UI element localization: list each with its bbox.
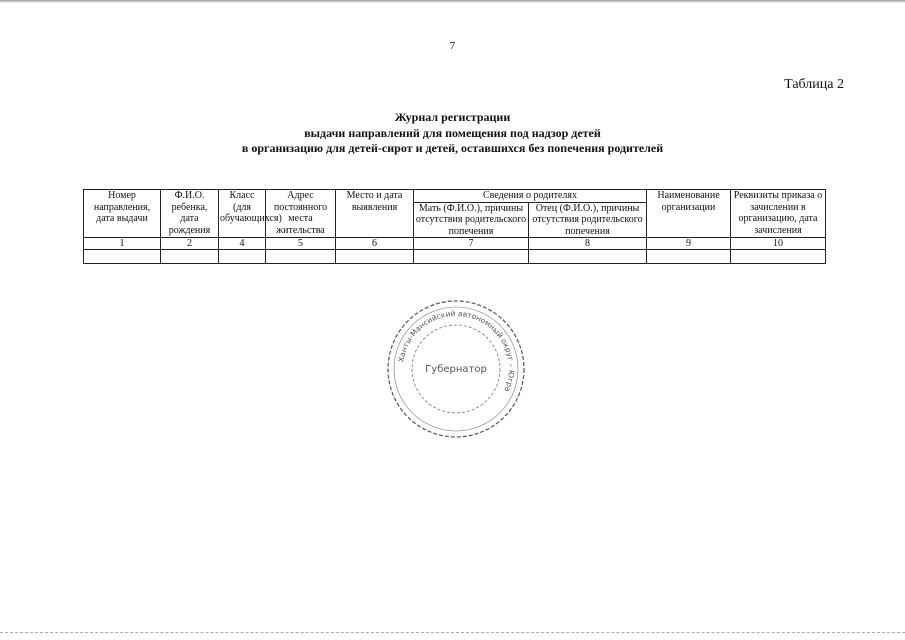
table-cell xyxy=(161,250,219,264)
column-number: 6 xyxy=(336,238,414,250)
column-number: 5 xyxy=(266,238,336,250)
scan-edge-bottom xyxy=(0,632,905,635)
header-row-1 xyxy=(84,190,826,203)
header-address: Адрес постоянного места жительства xyxy=(266,190,336,238)
page-number: 7 xyxy=(449,40,456,52)
table-cell xyxy=(266,250,336,264)
header-child-name: Ф.И.О. ребенка, дата рождения xyxy=(161,190,219,238)
column-number: 8 xyxy=(529,238,647,250)
table-cell xyxy=(647,250,731,264)
table-cell xyxy=(219,250,266,264)
header-order-details: Реквизиты приказа о зачислении в организацию, дата зачисления xyxy=(731,190,826,238)
scan-edge-top xyxy=(0,0,905,3)
header-mother: Мать (Ф.И.О.), причины отсутствия родительского попечения xyxy=(414,202,529,238)
column-number: 1 xyxy=(84,238,161,250)
column-number: 4 xyxy=(219,238,266,250)
column-number-row xyxy=(84,238,826,250)
registration-journal-table xyxy=(83,189,826,264)
column-number: 7 xyxy=(414,238,529,250)
header-parents-group: Сведения о родителях xyxy=(414,190,647,203)
table-cell xyxy=(731,250,826,264)
seal-center-text: Губернатор xyxy=(425,364,487,375)
empty-data-row xyxy=(84,250,826,264)
title-line-3: в организацию для детей-сирот и детей, оставшихся без попечения родителей xyxy=(241,141,664,155)
table-cell xyxy=(529,250,647,264)
title-line-2: выдачи направлений для помещения под надзор детей xyxy=(304,125,601,140)
table-caption: Таблица 2 xyxy=(784,77,844,92)
table-cell xyxy=(414,250,529,264)
seal-ring-text: Ханты-Мансийский автономный округ – Югра xyxy=(396,308,517,394)
table-cell xyxy=(336,250,414,264)
header-organization: Наименование организации xyxy=(647,190,731,238)
title-line-1: Журнал регистрации xyxy=(394,110,511,124)
header-number-date: Номер направления, дата выдачи xyxy=(84,190,161,238)
column-number: 9 xyxy=(647,238,731,250)
document-title xyxy=(0,110,905,157)
column-number: 2 xyxy=(161,238,219,250)
header-place-date: Место и дата выявления xyxy=(336,190,414,238)
governor-seal xyxy=(385,298,527,440)
table-cell xyxy=(84,250,161,264)
header-father: Отец (Ф.И.О.), причины отсутствия родительского попечения xyxy=(529,202,647,238)
header-class: Класс (для обучающихся) xyxy=(219,190,266,238)
column-number: 10 xyxy=(731,238,826,250)
